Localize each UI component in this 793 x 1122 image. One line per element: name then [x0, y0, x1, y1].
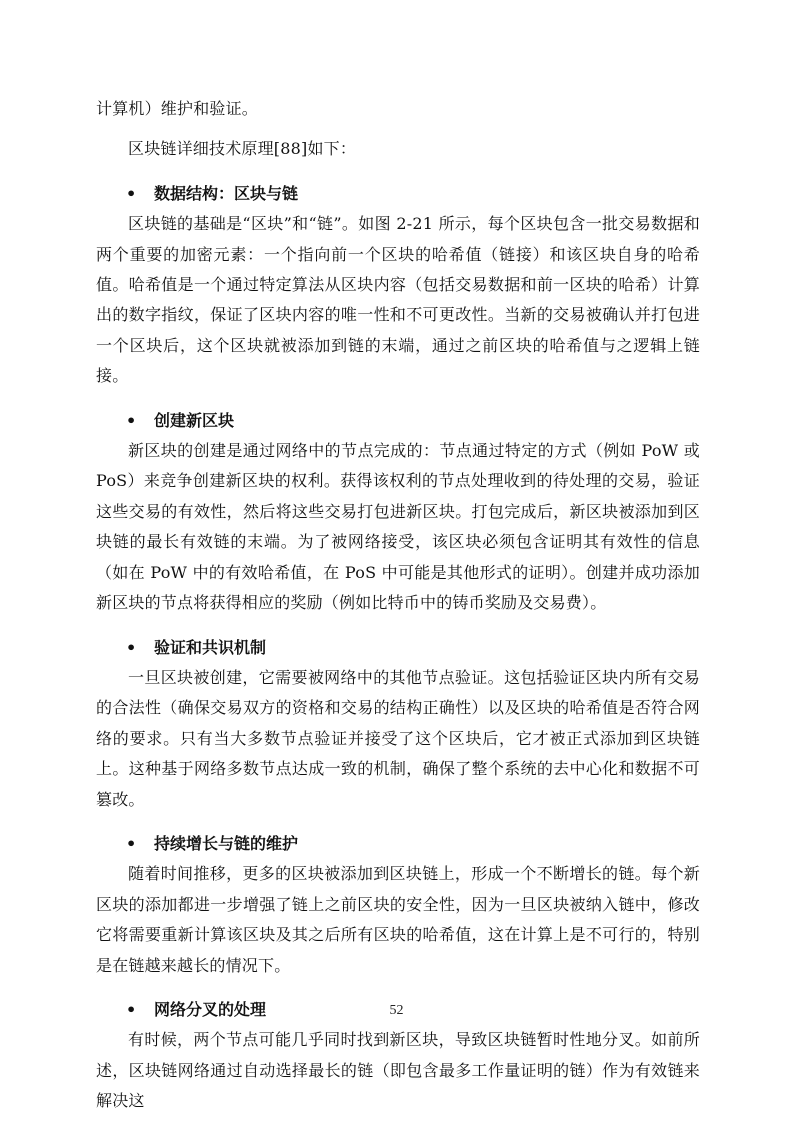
- paragraph-fork: 有时候，两个节点可能几乎同时找到新区块，导致区块链暂时性地分叉。如前所述，区块链网络通过自动选择最长的链（即包含最多工作量证明的链）作为有效链来解决这: [96, 1030, 700, 1111]
- paragraph-create-block: 新区块的创建是通过网络中的节点完成的：节点通过特定的方式（例如 PoW 或 PoS）来竞争创建新区块的权利。获得该权利的节点处理收到的待处理的交易，验证这些交易的有效性，然后将这些交易打包进新区块。打包完成后，新区块被添加到区块链的最长有效链的末端。为了被网络接受，该区块必须包含证明其有效性的信息（如在 PoW 中的有效哈希值，在 PoS 中可能是其他形式的证明）。创建并成功添加新区块的节点将获得相应的奖励（例如比特币中的铸币奖励及交易费）。: [96, 441, 700, 613]
- bullet-icon: •: [126, 637, 137, 657]
- section-heading-text: 网络分叉的处理: [154, 999, 267, 1019]
- page-number: 52: [389, 1003, 404, 1018]
- bullet-icon: •: [126, 833, 137, 853]
- section-heading-consensus: [96, 633, 700, 663]
- paragraph-continuation: 计算机）维护和验证。: [96, 99, 259, 118]
- paragraph-intro: 区块链详细技术原理[88]如下：: [128, 139, 357, 159]
- paragraph-chain-growth: 随着时间推移，更多的区块被添加到区块链上，形成一个不断增长的链。每个新区块的添加都进一步增强了链上之前区块的安全性，因为一旦区块被纳入链中，修改它将需要重新计算该区块及其之后所有区块的哈希值，这在计算上是不可行的，特别是在链越来越长的情况下。: [96, 864, 700, 975]
- section-heading-text: 持续增长与链的维护: [154, 833, 299, 853]
- document-body: [96, 94, 700, 1117]
- bullet-icon: •: [126, 183, 137, 203]
- section-heading-text: 创建新区块: [154, 410, 235, 430]
- section-heading-data-structure: [96, 179, 700, 209]
- section-heading-text: 验证和共识机制: [154, 637, 267, 657]
- bullet-icon: •: [126, 410, 137, 430]
- section-heading-chain-growth: [96, 829, 700, 859]
- bullet-icon: •: [126, 999, 137, 1019]
- section-heading-create-block: [96, 406, 700, 436]
- section-heading-text: 数据结构：区块与链: [154, 183, 299, 203]
- paragraph-data-structure: 区块链的基础是“区块”和“链”。如图 2-21 所示，每个区块包含一批交易数据和两个重要的加密元素：一个指向前一个区块的哈希值（链接）和该区块自身的哈希值。哈希值是一个通过特定算法从区块内容（包括交易数据和前一区块的哈希）计算出的数字指纹，保证了区块内容的唯一性和不可更改性。当新的交易被确认并打包进一个区块后，这个区块就被添加到链的末端，通过之前区块的哈希值与之逻辑上链接。: [96, 214, 700, 386]
- paragraph-consensus: 一旦区块被创建，它需要被网络中的其他节点验证。这包括验证区块内所有交易的合法性（确保交易双方的资格和交易的结构正确性）以及区块的哈希值是否符合网络的要求。只有当大多数节点验证并接受了这个区块后，它才被正式添加到区块链上。这种基于网络多数节点达成一致的机制，确保了整个系统的去中心化和数据不可篡改。: [96, 667, 700, 809]
